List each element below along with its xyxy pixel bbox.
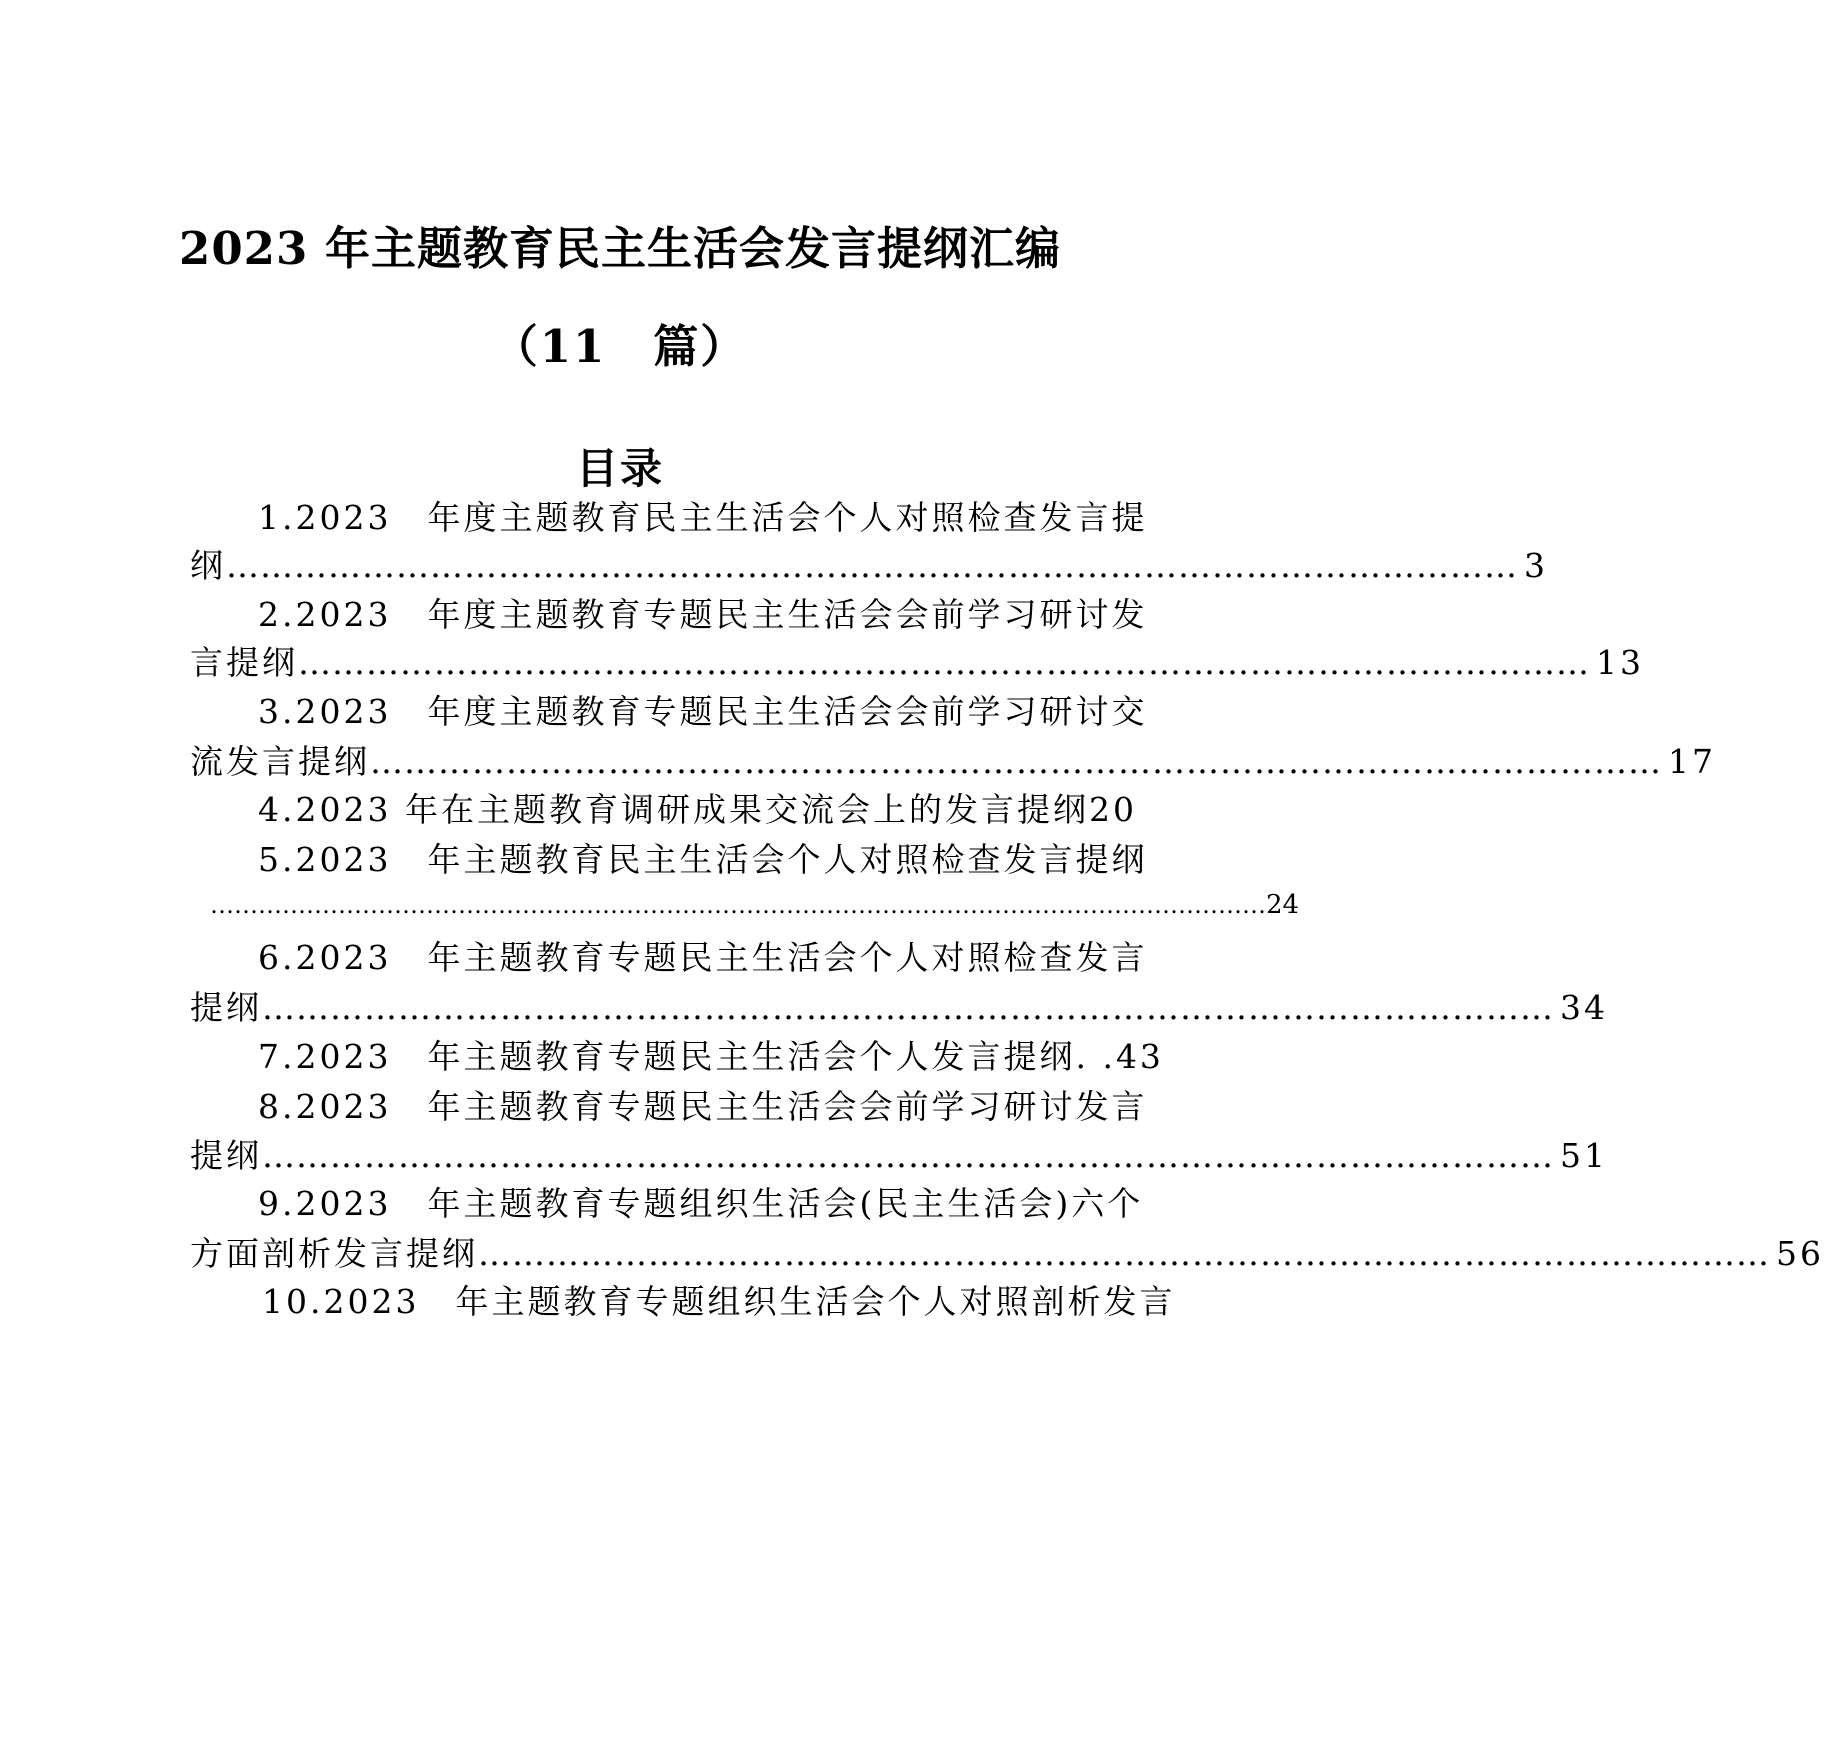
toc-entry-7-text: 7.2023 年主题教育专题民主生活会个人发言提纲. . bbox=[258, 1037, 1116, 1076]
toc-entry-5-line2[interactable] bbox=[210, 890, 1300, 930]
document-title: 2023 年主题教育民主生活会发言提纲汇编 bbox=[179, 222, 1061, 275]
toc-leader-dots: …………………………………………………………………………………………………… bbox=[226, 546, 1518, 585]
toc-entry-2-text: 言提纲 bbox=[190, 643, 298, 682]
document-subtitle: （11 篇） bbox=[492, 320, 748, 373]
toc-entry-9-line1[interactable]: 9.2023 年主题教育专题组织生活会(民主生活会)六个 bbox=[258, 1184, 1144, 1223]
toc-entry-2-line2[interactable] bbox=[190, 643, 1644, 683]
toc-entry-6-line1[interactable]: 6.2023 年主题教育专题民主生活会个人对照检查发言 bbox=[258, 938, 1148, 977]
toc-entry-1-page: 3 bbox=[1524, 546, 1548, 585]
toc-leader-dots: …………………………………………………………………………………………………… bbox=[370, 742, 1662, 781]
toc-entry-6-text: 提纲 bbox=[190, 988, 262, 1027]
toc-entry-1-line2[interactable] bbox=[190, 546, 1548, 586]
toc-entry-5-line1[interactable]: 5.2023 年主题教育民主生活会个人对照检查发言提纲 bbox=[258, 840, 1148, 879]
toc-entry-2-page: 13 bbox=[1596, 643, 1644, 682]
toc-entry-9-page: 56 bbox=[1776, 1234, 1824, 1273]
toc-entry-9-line2[interactable] bbox=[190, 1234, 1824, 1274]
toc-entry-8-line1[interactable]: 8.2023 年主题教育专题民主生活会会前学习研讨发言 bbox=[258, 1087, 1148, 1126]
toc-entry-3-page: 17 bbox=[1668, 742, 1716, 781]
toc-entry-3-line2[interactable] bbox=[190, 742, 1716, 782]
toc-leader-dots: …………………………………………………………………………………………………… bbox=[262, 988, 1554, 1027]
toc-entry-4-text: 4.2023 年在主题教育调研成果交流会上的发言提纲 bbox=[258, 790, 1089, 829]
toc-leader-dots: …………………………………………………………………………………………………… bbox=[478, 1234, 1770, 1273]
toc-entry-2-line1[interactable]: 2.2023 年度主题教育专题民主生活会会前学习研讨发 bbox=[258, 595, 1148, 634]
toc-entry-10-line1[interactable]: 10.2023 年主题教育专题组织生活会个人对照剖析发言 bbox=[262, 1282, 1176, 1321]
toc-entry-8-page: 51 bbox=[1560, 1136, 1608, 1175]
toc-entry-8-text: 提纲 bbox=[190, 1136, 262, 1175]
toc-entry-4[interactable] bbox=[258, 790, 1137, 830]
toc-entry-5-page: 24 bbox=[1266, 890, 1300, 920]
toc-entry-4-page: 20 bbox=[1088, 790, 1137, 829]
toc-entry-6-line2[interactable] bbox=[190, 988, 1608, 1028]
toc-entry-7[interactable] bbox=[258, 1037, 1164, 1077]
toc-entry-3-line1[interactable]: 3.2023 年度主题教育专题民主生活会会前学习研讨交 bbox=[258, 692, 1148, 731]
toc-leader-dots: …………………………………………………………………………………………………… bbox=[298, 643, 1590, 682]
toc-leader-dots: …………………………………………………………………………………………………… bbox=[262, 1136, 1554, 1175]
toc-heading: 目录 bbox=[575, 444, 664, 493]
toc-entry-1-line1[interactable]: 1.2023 年度主题教育民主生活会个人对照检查发言提 bbox=[258, 498, 1148, 537]
toc-entry-6-page: 34 bbox=[1560, 988, 1608, 1027]
toc-leader-dots: …………………………………………………………………………………………………………………… bbox=[210, 891, 1266, 919]
toc-entry-3-text: 流发言提纲 bbox=[190, 742, 370, 781]
toc-entry-7-page: 43 bbox=[1115, 1037, 1164, 1076]
toc-entry-9-text: 方面剖析发言提纲 bbox=[190, 1234, 478, 1273]
toc-entry-8-line2[interactable] bbox=[190, 1136, 1608, 1176]
toc-entry-1-text: 纲 bbox=[190, 546, 226, 585]
